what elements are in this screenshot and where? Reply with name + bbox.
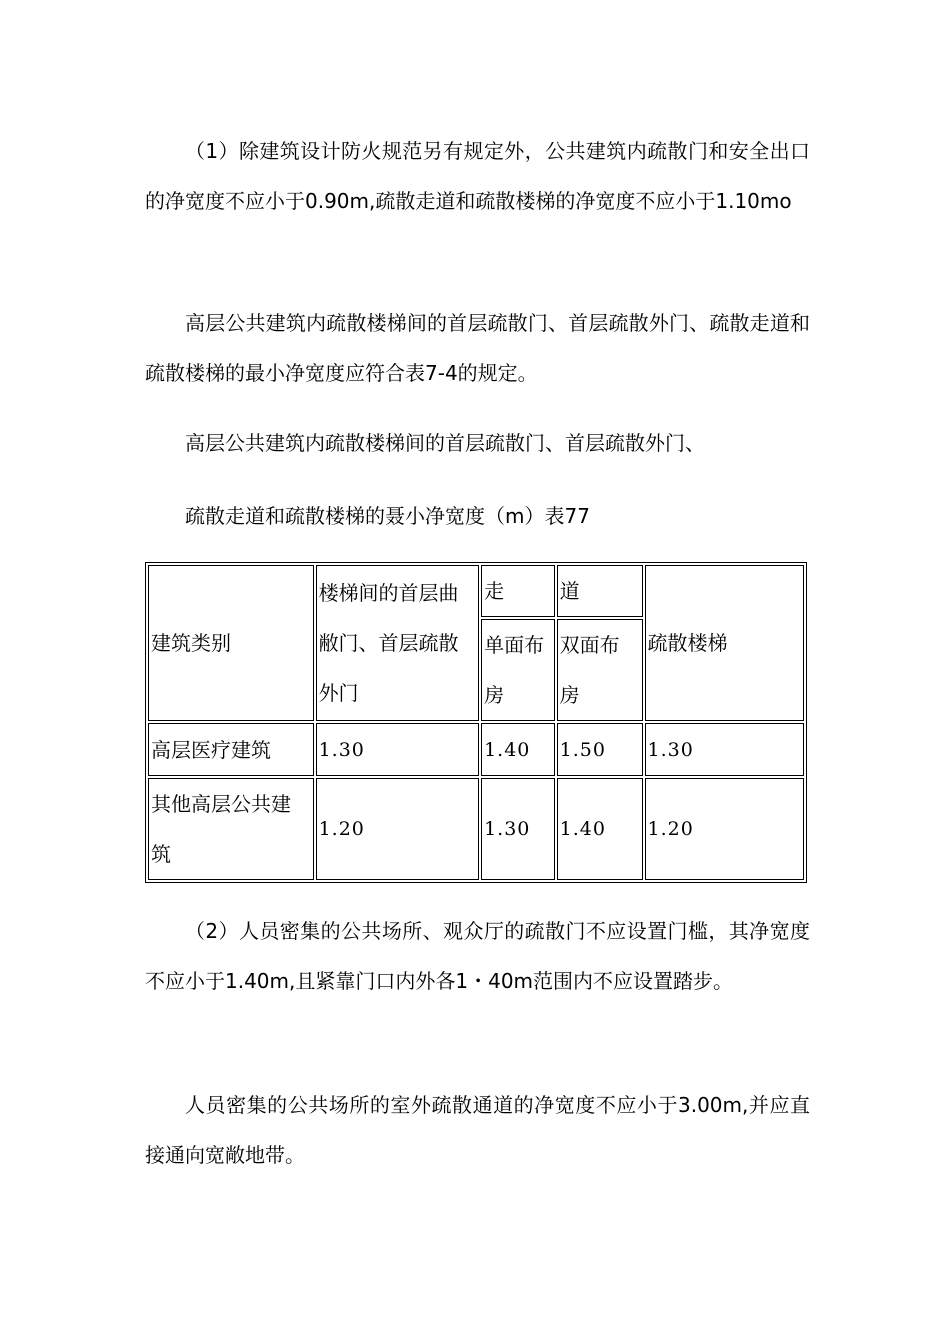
header-double-side-rooms: 双面布房 bbox=[557, 619, 643, 721]
minimum-width-table bbox=[145, 562, 807, 883]
header-first-floor-door: 楼梯间的首层曲敝门、首层疏散外门 bbox=[316, 565, 480, 721]
row-single-side-width: 1.40 bbox=[481, 723, 555, 775]
table-caption-line-1: 高层公共建筑内疏散楼梯间的首层疏散门、首层疏散外门、 bbox=[185, 431, 705, 455]
row-single-side-width: 1.30 bbox=[481, 778, 555, 880]
row-double-side-width: 1.40 bbox=[557, 778, 643, 880]
table-row bbox=[148, 778, 804, 880]
paragraph-outdoor-passage: 人员密集的公共场所的室外疏散通道的净宽度不应小于3.00m,并应直接通向宽敞地带。 bbox=[145, 1093, 810, 1167]
header-evacuation-stair: 疏散楼梯 bbox=[645, 565, 804, 721]
table-caption-line-2: 疏散走道和疏散楼梯的聂小净宽度（m）表77 bbox=[185, 504, 590, 528]
header-building-category: 建筑类别 bbox=[148, 565, 314, 721]
row-stair-width: 1.20 bbox=[645, 778, 804, 880]
row-stair-width: 1.30 bbox=[645, 723, 804, 775]
header-single-side-rooms: 单面布房 bbox=[481, 619, 555, 721]
row-door-width: 1.30 bbox=[316, 723, 480, 775]
row-double-side-width: 1.50 bbox=[557, 723, 643, 775]
paragraph-evacuation-door-width: （1）除建筑设计防火规范另有规定外，公共建筑内疏散门和安全出口的净宽度不应小于0.90m,疏散走道和疏散楼梯的净宽度不应小于1.10mo bbox=[145, 139, 810, 213]
header-corridor-left: 走 bbox=[481, 565, 555, 617]
row-category: 其他高层公共建筑 bbox=[148, 778, 314, 880]
paragraph-crowded-venue-door: （2）人员密集的公共场所、观众厅的疏散门不应设置门槛，其净宽度不应小于1.40m,且紧靠门口内外各1・40m范围内不应设置踏步。 bbox=[145, 919, 810, 993]
row-door-width: 1.20 bbox=[316, 778, 480, 880]
table-row bbox=[148, 723, 804, 775]
row-category: 高层医疗建筑 bbox=[148, 723, 314, 775]
header-corridor-right: 道 bbox=[557, 565, 643, 617]
paragraph-high-rise-requirement: 高层公共建筑内疏散楼梯间的首层疏散门、首层疏散外门、疏散走道和疏散楼梯的最小净宽度应符合表7-4的规定。 bbox=[145, 311, 810, 385]
